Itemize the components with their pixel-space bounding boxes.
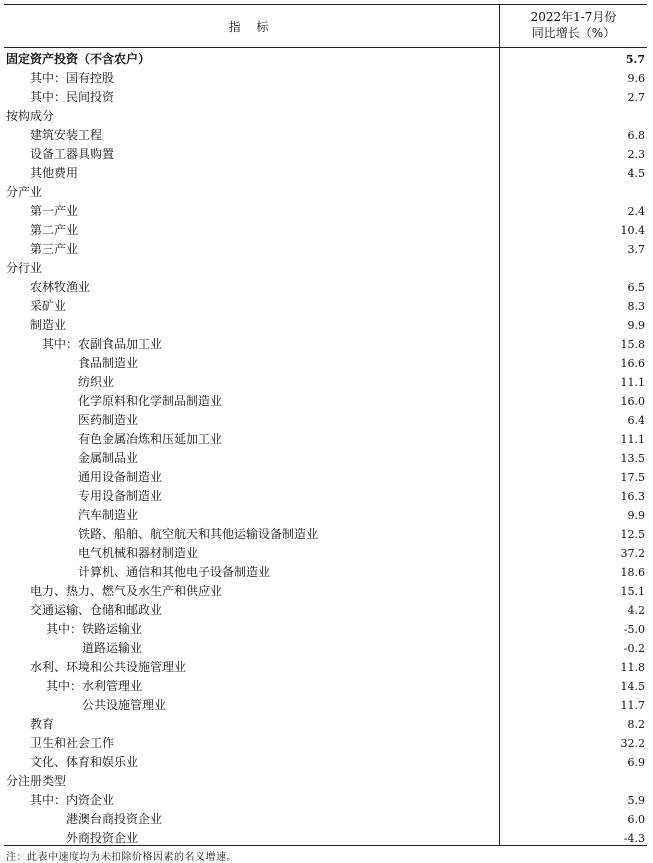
row-value: 2.4 — [627, 205, 645, 218]
table-row — [4, 582, 647, 601]
row-value: 15.1 — [620, 585, 645, 598]
row-value: 5.7 — [625, 53, 645, 66]
row-value: -4.3 — [623, 832, 645, 845]
row-value — [505, 259, 645, 278]
table-row — [4, 373, 647, 392]
table-header — [4, 5, 647, 48]
row-label: 公共设施管理业 — [82, 698, 167, 712]
row-value: 10.4 — [620, 224, 645, 237]
table-row — [4, 506, 647, 525]
row-value: 6.5 — [627, 281, 645, 294]
indicator-header: 指 标 — [228, 19, 275, 34]
table-row — [4, 126, 647, 145]
table-row — [4, 791, 647, 810]
row-label: 其中：铁路运输业 — [46, 622, 143, 636]
row-value: 15.8 — [620, 338, 645, 351]
table-row — [4, 525, 647, 544]
row-label: 金属制品业 — [78, 451, 139, 465]
row-value: 6.0 — [627, 813, 645, 826]
row-value: 6.8 — [627, 129, 645, 142]
table-row — [4, 468, 647, 487]
row-value: -0.2 — [623, 642, 645, 655]
table-row — [4, 240, 647, 259]
row-label: 水利、环境和公共设施管理业 — [30, 660, 187, 674]
row-label: 分注册类型 — [6, 774, 67, 788]
row-label: 其中：内资企业 — [30, 793, 115, 807]
row-label: 其他费用 — [30, 166, 79, 180]
table-row — [4, 658, 647, 677]
table-row — [4, 544, 647, 563]
table-row — [4, 639, 647, 658]
row-label: 通用设备制造业 — [78, 470, 163, 484]
row-value: 2.7 — [627, 91, 645, 104]
row-value: 12.5 — [620, 528, 645, 541]
table-row — [4, 601, 647, 620]
row-value: 11.7 — [620, 699, 645, 712]
table-row — [4, 50, 647, 69]
table-row — [4, 696, 647, 715]
row-value: 37.2 — [620, 547, 645, 560]
row-label: 其中：水利管理业 — [46, 679, 143, 693]
growth-label: 同比增长（%） — [531, 26, 616, 40]
row-label: 专用设备制造业 — [78, 489, 163, 503]
table-row — [4, 335, 647, 354]
row-label: 建筑安装工程 — [30, 128, 103, 142]
table-row — [4, 164, 647, 183]
row-label: 食品制造业 — [78, 356, 139, 370]
table-row — [4, 145, 647, 164]
row-label: 采矿业 — [30, 299, 67, 313]
table-body — [4, 50, 647, 848]
table-row — [4, 829, 647, 848]
row-label: 分行业 — [6, 261, 43, 275]
row-label: 第二产业 — [30, 223, 79, 237]
table-row — [4, 316, 647, 335]
row-label: 其中：国有控股 — [30, 71, 115, 85]
table-row — [4, 677, 647, 696]
row-value: 9.9 — [627, 319, 645, 332]
table-row — [4, 107, 647, 126]
row-value: 17.5 — [620, 471, 645, 484]
row-label: 交通运输、仓储和邮政业 — [30, 603, 163, 617]
row-label: 汽车制造业 — [78, 508, 139, 522]
row-value: 6.9 — [627, 756, 645, 769]
table-row — [4, 753, 647, 772]
table-row — [4, 183, 647, 202]
row-label: 其中：农副食品加工业 — [42, 337, 163, 351]
table-row — [4, 430, 647, 449]
row-label: 固定资产投资（不含农户） — [6, 52, 151, 66]
row-value: 4.5 — [627, 167, 645, 180]
row-value: 32.2 — [620, 737, 645, 750]
row-label: 制造业 — [30, 318, 67, 332]
row-value: 3.7 — [627, 243, 645, 256]
row-label: 有色金属冶炼和压延加工业 — [78, 432, 223, 446]
row-label: 第三产业 — [30, 242, 79, 256]
row-value: 11.1 — [620, 433, 645, 446]
table-row — [4, 202, 647, 221]
table-row — [4, 620, 647, 639]
row-label: 电力、热力、燃气及水生产和供应业 — [30, 584, 223, 598]
row-value: 11.1 — [620, 376, 645, 389]
row-value: 5.9 — [627, 794, 645, 807]
row-label: 教育 — [30, 717, 55, 731]
table-row — [4, 88, 647, 107]
table-row — [4, 354, 647, 373]
table-row — [4, 278, 647, 297]
table-row — [4, 772, 647, 791]
growth-header — [500, 9, 647, 45]
row-label: 设备工器具购置 — [30, 147, 115, 161]
row-value: 11.8 — [620, 661, 645, 674]
row-label: 外商投资企业 — [66, 831, 139, 845]
row-value — [505, 107, 645, 126]
table-row — [4, 411, 647, 430]
period-label: 2022年1-7月份 — [530, 10, 617, 24]
row-label: 卫生和社会工作 — [30, 736, 115, 750]
row-label: 医药制造业 — [78, 413, 139, 427]
row-value: 16.0 — [620, 395, 645, 408]
row-label: 纺织业 — [78, 375, 115, 389]
row-label: 铁路、船舶、航空航天和其他运输设备制造业 — [78, 527, 319, 541]
row-value: 14.5 — [620, 680, 645, 693]
table-row — [4, 259, 647, 278]
row-value: 8.3 — [627, 300, 645, 313]
row-label: 其中：民间投资 — [30, 90, 115, 104]
row-label: 港澳台商投资企业 — [66, 812, 163, 826]
row-value: 9.6 — [627, 72, 645, 85]
row-label: 化学原料和化学制品制造业 — [78, 394, 223, 408]
table-row — [4, 715, 647, 734]
table-row — [4, 810, 647, 829]
table-row — [4, 69, 647, 88]
row-value: 16.6 — [620, 357, 645, 370]
row-value: 6.4 — [627, 414, 645, 427]
table-row — [4, 297, 647, 316]
row-value: 2.3 — [627, 148, 645, 161]
row-value — [505, 772, 645, 791]
row-label: 计算机、通信和其他电子设备制造业 — [78, 565, 271, 579]
row-label: 第一产业 — [30, 204, 79, 218]
row-value: 4.2 — [627, 604, 645, 617]
table-row — [4, 392, 647, 411]
row-value: 18.6 — [620, 566, 645, 579]
table-row — [4, 487, 647, 506]
row-label: 道路运输业 — [82, 641, 143, 655]
row-label: 农林牧渔业 — [30, 280, 91, 294]
footnote: 注：此表中速度均为未扣除价格因素的名义增速。 — [6, 852, 237, 863]
row-label: 按构成分 — [6, 109, 55, 123]
table-row — [4, 734, 647, 753]
table-row — [4, 449, 647, 468]
row-label: 分产业 — [6, 185, 43, 199]
row-value: 9.9 — [627, 509, 645, 522]
row-label: 电气机械和器材制造业 — [78, 546, 199, 560]
row-value: 16.3 — [620, 490, 645, 503]
row-value: 13.5 — [620, 452, 645, 465]
table-row — [4, 563, 647, 582]
investment-table — [4, 4, 647, 846]
row-value — [505, 183, 645, 202]
row-value: 8.2 — [627, 718, 645, 731]
row-label: 文化、体育和娱乐业 — [30, 755, 139, 769]
table-row — [4, 221, 647, 240]
row-value: -5.0 — [623, 623, 645, 636]
